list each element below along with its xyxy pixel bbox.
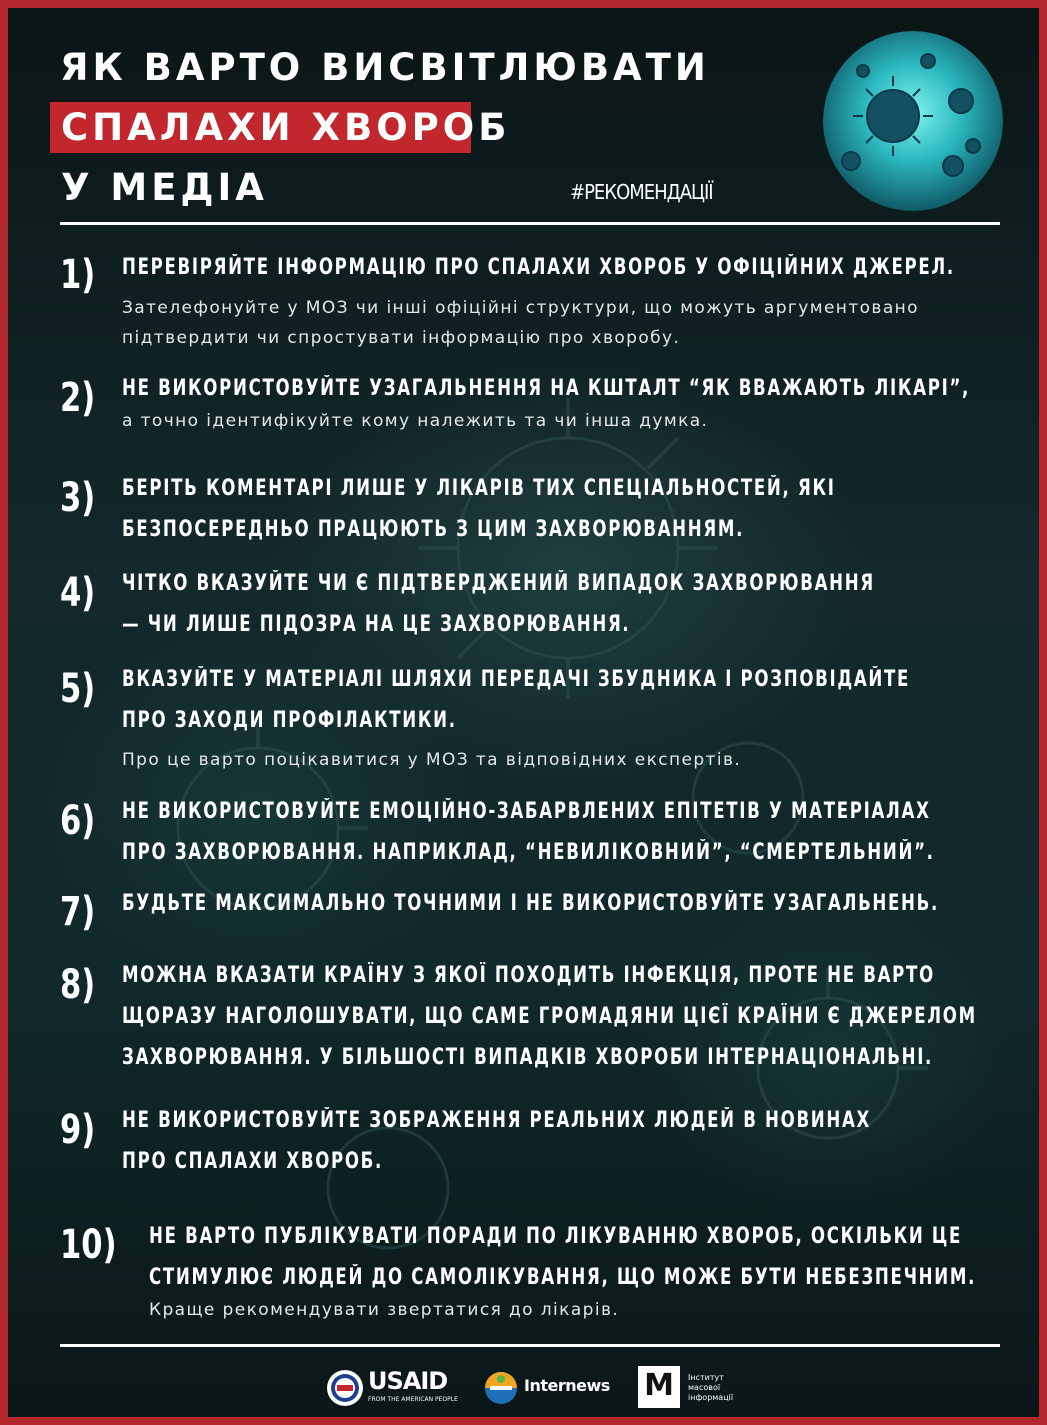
- item-6-number: 6): [60, 798, 96, 844]
- item-8-heading-line-2: ЩОРАЗУ НАГОЛОШУВАТИ, ЩО САМЕ ГРОМАДЯНИ ЦІЄЇ КРАЇНИ Є ДЖЕРЕЛОМ: [122, 1004, 977, 1029]
- title-line-2: СПАЛАХИ ХВОРОБ: [61, 106, 511, 149]
- title-line-3: У МЕДІА: [61, 166, 268, 209]
- item-2-note-line-1: а точно ідентифікуйте кому належить та чи інша думка.: [122, 411, 709, 431]
- imi-mark-box: [638, 1366, 680, 1408]
- item-10-heading-line-2: СТИМУЛЮЄ ЛЮДЕЙ ДО САМОЛІКУВАННЯ, ЩО МОЖЕ БУТИ НЕБЕЗПЕЧНИМ.: [149, 1265, 977, 1290]
- usaid-name: USAID: [368, 1367, 448, 1395]
- internews-globe-icon: [484, 1371, 518, 1405]
- title-line-1: ЯК ВАРТО ВИСВІТЛЮВАТИ: [60, 46, 710, 89]
- item-3-heading-line-2: БЕЗПОСЕРЕДНЬО ПРАЦЮЮТЬ З ЦИМ ЗАХВОРЮВАННЯМ.: [122, 517, 745, 542]
- item-7-number: 7): [60, 889, 96, 935]
- item-5-note-line-1: Про це варто поцікавитися у МОЗ та відповідних експертів.: [122, 750, 742, 770]
- internews-name: Internews: [524, 1376, 610, 1395]
- item-9-heading-line-1: НЕ ВИКОРИСТОВУЙТЕ ЗОБРАЖЕННЯ РЕАЛЬНИХ ЛЮДЕЙ В НОВИНАХ: [122, 1108, 872, 1133]
- usaid-seal-icon: [326, 1369, 364, 1407]
- item-8-number: 8): [60, 962, 96, 1008]
- item-5-heading-line-2: ПРО ЗАХОДИ ПРОФІЛАКТИКИ.: [122, 708, 457, 733]
- item-2-number: 2): [60, 375, 96, 421]
- header-divider: [60, 222, 1000, 225]
- item-3-heading-line-1: БЕРІТЬ КОМЕНТАРІ ЛИШЕ У ЛІКАРІВ ТИХ СПЕЦІАЛЬНОСТЕЙ, ЯКІ: [122, 476, 836, 501]
- item-10-note-line-1: Краще рекомендувати звертатися до лікарів.: [149, 1300, 620, 1320]
- item-4-heading-line-2: — ЧИ ЛИШЕ ПІДОЗРА НА ЦЕ ЗАХВОРЮВАННЯ.: [122, 612, 631, 637]
- internews-logo: [484, 1363, 614, 1413]
- item-10-heading-line-1: НЕ ВАРТО ПУБЛІКУВАТИ ПОРАДИ ПО ЛІКУВАННЮ ХВОРОБ, ОСКІЛЬКИ ЦЕ: [149, 1224, 963, 1249]
- item-9-heading-line-2: ПРО СПАЛАХИ ХВОРОБ.: [122, 1149, 384, 1174]
- imi-line-1: Інститут: [688, 1373, 724, 1382]
- item-4-heading-line-1: ЧІТКО ВКАЗУЙТЕ ЧИ Є ПІДТВЕРДЖЕНИЙ ВИПАДОК ЗАХВОРЮВАННЯ: [122, 571, 875, 596]
- item-9-number: 9): [60, 1107, 96, 1153]
- item-10-number: 10): [60, 1222, 117, 1268]
- item-6-heading-line-1: НЕ ВИКОРИСТОВУЙТЕ ЕМОЦІЙНО-ЗАБАРВЛЕНИХ ЕПІТЕТІВ У МАТЕРІАЛАХ: [122, 799, 931, 824]
- usaid-tagline: FROM THE AMERICAN PEOPLE: [368, 1396, 458, 1403]
- footer-divider: [60, 1344, 1000, 1347]
- item-6-heading-line-2: ПРО ЗАХВОРЮВАННЯ. НАПРИКЛАД, “НЕВИЛІКОВНИЙ”, “СМЕРТЕЛЬНИЙ”.: [122, 840, 935, 865]
- item-5-heading-line-1: ВКАЗУЙТЕ У МАТЕРІАЛІ ШЛЯХИ ПЕРЕДАЧІ ЗБУДНИКА І РОЗПОВІДАЙТЕ: [122, 667, 911, 692]
- item-8-heading-line-3: ЗАХВОРЮВАННЯ. У БІЛЬШОСТІ ВИПАДКІВ ХВОРОБИ ІНТЕРНАЦІОНАЛЬНІ.: [122, 1045, 934, 1070]
- imi-mark: М: [644, 1368, 674, 1403]
- hashtag: #РЕКОМЕНДАЦІЇ: [570, 180, 713, 204]
- item-2-heading-line-1: НЕ ВИКОРИСТОВУЙТЕ УЗАГАЛЬНЕННЯ НА КШТАЛТ “ЯК ВВАЖАЮТЬ ЛІКАРІ”,: [122, 376, 971, 401]
- virus-image: [823, 31, 1003, 211]
- item-4-number: 4): [60, 570, 96, 616]
- imi-logo: [638, 1363, 748, 1413]
- item-8-heading-line-1: МОЖНА ВКАЗАТИ КРАЇНУ З ЯКОЇ ПОХОДИТЬ ІНФЕКЦІЯ, ПРОТЕ НЕ ВАРТО: [122, 963, 935, 988]
- item-3-number: 3): [60, 475, 96, 521]
- imi-line-3: інформації: [688, 1393, 734, 1402]
- item-7-heading-line-1: БУДЬТЕ МАКСИМАЛЬНО ТОЧНИМИ І НЕ ВИКОРИСТОВУЙТЕ УЗАГАЛЬНЕНЬ.: [122, 891, 940, 916]
- item-1-heading-line-1: ПЕРЕВІРЯЙТЕ ІНФОРМАЦІЮ ПРО СПАЛАХИ ХВОРОБ У ОФІЦІЙНИХ ДЖЕРЕЛ.: [122, 255, 955, 280]
- usaid-logo: [326, 1363, 456, 1413]
- item-1-note-line-2: підтвердити чи спростувати інформацію про хворобу.: [122, 328, 681, 348]
- item-1-note-line-1: Зателефонуйте у МОЗ чи інші офіційні структури, що можуть аргументовано: [122, 298, 919, 318]
- infographic: [8, 8, 1039, 1417]
- imi-line-2: масової: [688, 1383, 721, 1392]
- item-5-number: 5): [60, 666, 96, 712]
- item-1-number: 1): [60, 252, 96, 298]
